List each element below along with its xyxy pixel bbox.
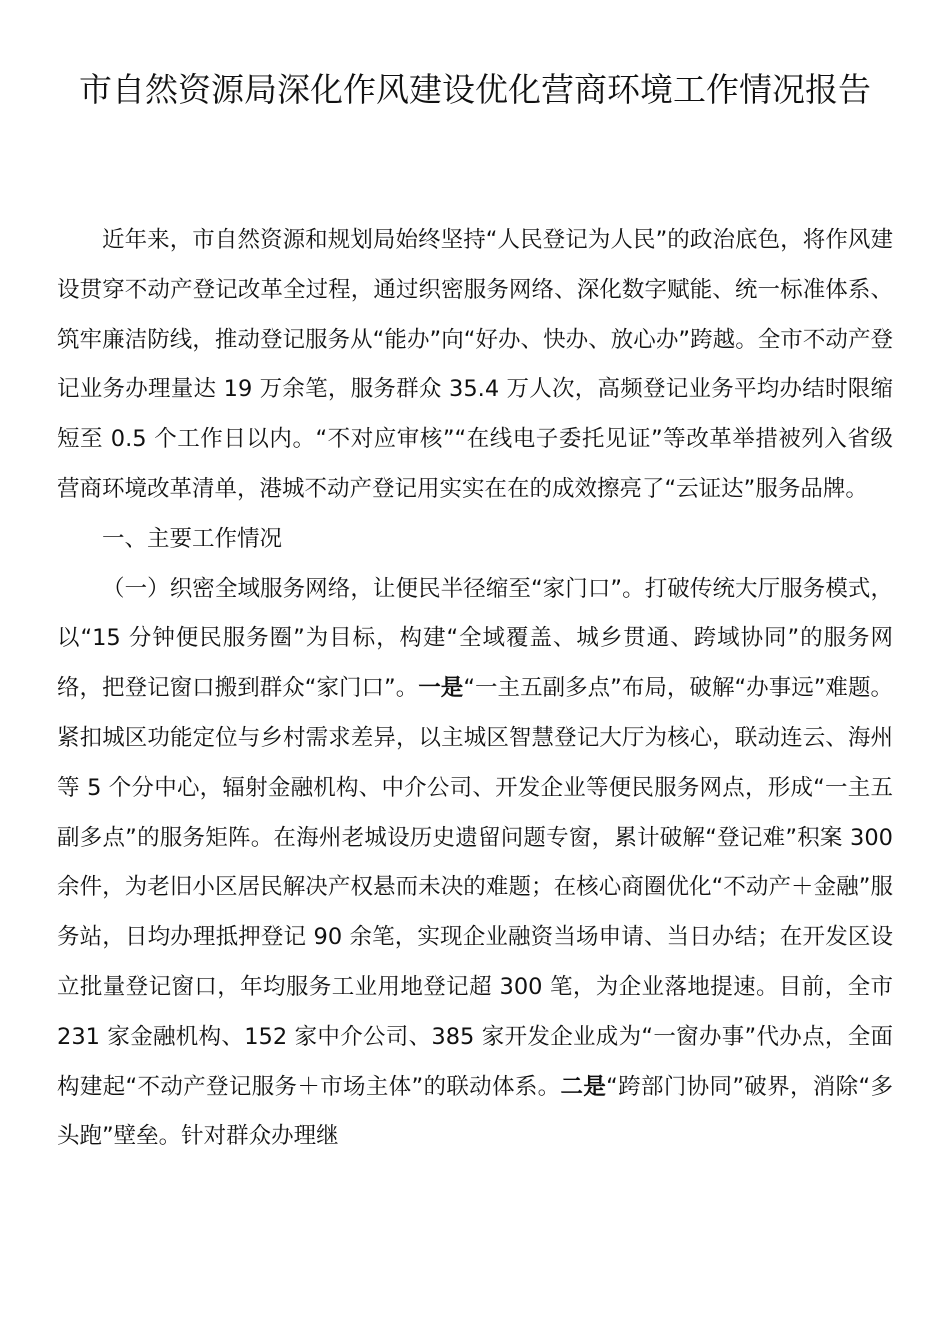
subsection-lead: （一）织密全域服务网络，让便民半径缩至“家门口”。打破传统大厅服务模式，以“15 分钟便民服务圈”为目标，构建“全域覆盖、城乡贯通、跨域协同”的服务网络，把登记窗口搬到群众“家门口”。: [57, 575, 893, 702]
document-title: 市自然资源局深化作风建设优化营商环境工作情况报告: [79, 70, 871, 109]
document-body: [57, 216, 893, 1162]
point-1-label: 一是: [418, 675, 464, 702]
section-heading: 一、主要工作情况: [102, 525, 283, 552]
intro-paragraph: 近年来，市自然资源和规划局始终坚持“人民登记为人民”的政治底色，将作风建设贯穿不动产登记改革全过程，通过织密服务网络、深化数字赋能、统一标准体系、筑牢廉洁防线，推动登记服务从“能办”向“好办、快办、放心办”跨越。全市不动产登记业务办理量达 19 万余笔，服务群众 35.4 万人次，高频登记业务平均办结时限缩短至 0.5 个工作日以内。“不对应审核”“在线电子委托见证”等改革举措被列入省级营商环境改革清单，港城不动产登记用实实在在的成效擦亮了“云证达”服务品牌。: [57, 227, 893, 502]
subsection-paragraph: [57, 565, 893, 1163]
point-1-text: “一主五副多点”布局，破解“办事远”难题。紧扣城区功能定位与乡村需求差异，以主城区智慧登记大厅为核心，联动连云、海州等 5 个分中心，辐射金融机构、中介公司、开发企业等便民服务网点，形成“一主五副多点”的服务矩阵。在海州老城设历史遗留问题专窗，累计破解“登记难”积案 300 余件，为老旧小区居民解决产权悬而未决的难题；在核心商圈优化“不动产＋金融”服务站，日均办理抵押登记 90 余笔，实现企业融资当场申请、当日办结；在开发区设立批量登记窗口，年均服务工业用地登记超 300 笔，为企业落地提速。目前，全市 231 家金融机构、152 家中介公司、385 家开发企业成为“一窗办事”代办点，全面构建起“不动产登记服务＋市场主体”的联动体系。: [57, 675, 893, 1100]
point-2-label: 二是: [560, 1073, 607, 1100]
point-2-text: “跨部门协同”破界，消除“多头跑”壁垒。针对群众办理继: [57, 1073, 893, 1150]
